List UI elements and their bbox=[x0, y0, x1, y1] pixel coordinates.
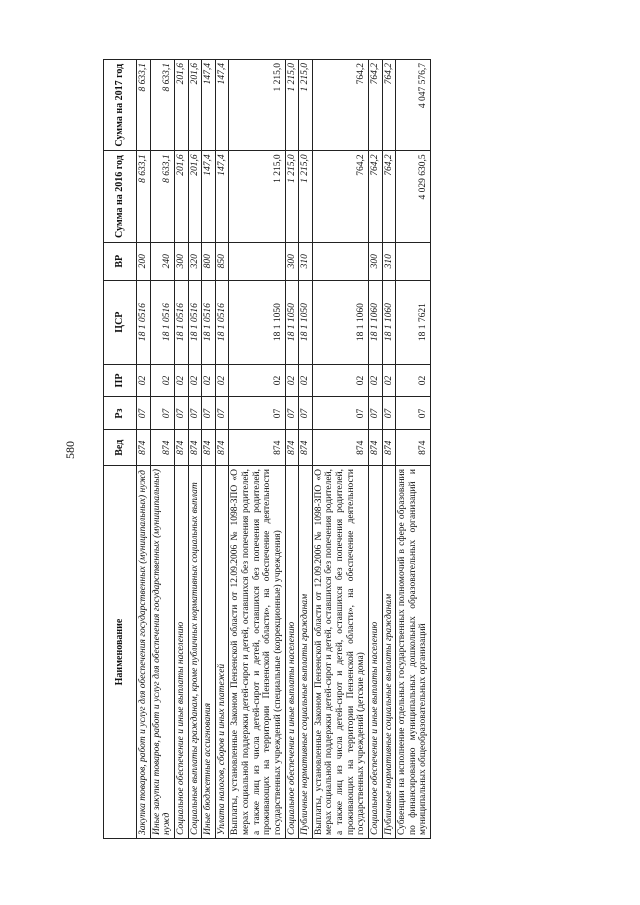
table-row bbox=[150, 60, 174, 839]
cell-sum-2017: 8 633,1 bbox=[137, 60, 151, 151]
cell-ved: 874 bbox=[285, 430, 299, 466]
cell-sum-2016: 8 633,1 bbox=[150, 151, 174, 242]
cell-sum-2017: 764,2 bbox=[312, 60, 368, 151]
cell-rz: 07 bbox=[215, 397, 229, 430]
cell-vr: 310 bbox=[299, 242, 313, 280]
cell-pr: 02 bbox=[368, 364, 382, 397]
cell-vr: 300 bbox=[368, 242, 382, 280]
table-row bbox=[188, 60, 202, 839]
header-pr: ПР bbox=[104, 364, 137, 397]
cell-sum-2016: 1 215,0 bbox=[229, 151, 285, 242]
cell-pr: 02 bbox=[396, 364, 431, 397]
cell-name: Публичные нормативные социальные выплаты гражданам bbox=[299, 466, 313, 839]
table-row bbox=[285, 60, 299, 839]
cell-vr: 310 bbox=[382, 242, 396, 280]
cell-pr: 02 bbox=[312, 364, 368, 397]
cell-sum-2017: 147,4 bbox=[215, 60, 229, 151]
cell-sum-2016: 201,6 bbox=[188, 151, 202, 242]
cell-sum-2017: 764,2 bbox=[382, 60, 396, 151]
cell-vr bbox=[229, 242, 285, 280]
cell-sum-2017: 8 633,1 bbox=[150, 60, 174, 151]
cell-csr: 18 1 1050 bbox=[285, 280, 299, 364]
header-sum-2016: Сумма на 2016 год bbox=[104, 151, 137, 242]
cell-vr: 320 bbox=[188, 242, 202, 280]
cell-rz: 07 bbox=[188, 397, 202, 430]
cell-csr: 18 1 1050 bbox=[299, 280, 313, 364]
cell-pr: 02 bbox=[285, 364, 299, 397]
cell-sum-2016: 147,4 bbox=[202, 151, 216, 242]
cell-name: Выплаты, установленные Законом Пензенской области от 12.09.2006 № 1098-ЗПО «О мерах социальной поддержки детей-сирот и детей, оставшихся без попечения родителей, а также лиц из числа детей-сирот и детей, оставшихся без попечения родителей, проживающих на территории Пензенской области», на обеспечение деятельности государственных учреждений (специальные (коррекционные) учреждения) bbox=[229, 466, 285, 839]
cell-sum-2016: 764,2 bbox=[382, 151, 396, 242]
cell-pr: 02 bbox=[215, 364, 229, 397]
cell-sum-2017: 147,4 bbox=[202, 60, 216, 151]
cell-rz: 07 bbox=[229, 397, 285, 430]
cell-rz: 07 bbox=[312, 397, 368, 430]
cell-csr: 18 1 1060 bbox=[312, 280, 368, 364]
cell-ved: 874 bbox=[312, 430, 368, 466]
table-row bbox=[137, 60, 151, 839]
cell-ved: 874 bbox=[215, 430, 229, 466]
cell-csr: 18 1 0516 bbox=[150, 280, 174, 364]
cell-name: Социальные выплаты гражданам, кроме публичных нормативных социальных выплат bbox=[188, 466, 202, 839]
cell-vr bbox=[396, 242, 431, 280]
header-rz: Рз bbox=[104, 397, 137, 430]
cell-pr: 02 bbox=[137, 364, 151, 397]
cell-name: Иные бюджетные ассигнования bbox=[202, 466, 216, 839]
cell-name: Закупка товаров, работ и услуг для обеспечения государственных (муниципальных) нужд bbox=[137, 466, 151, 839]
table-row bbox=[382, 60, 396, 839]
cell-ved: 874 bbox=[202, 430, 216, 466]
cell-sum-2016: 8 633,1 bbox=[137, 151, 151, 242]
cell-rz: 07 bbox=[150, 397, 174, 430]
cell-csr: 18 1 1050 bbox=[229, 280, 285, 364]
cell-rz: 07 bbox=[202, 397, 216, 430]
cell-name: Субвенции на исполнение отдельных государственных полномочий в сфере образования по финансированию муниципальных дошкольных образовательных организаций и муниципальных общеобразовательных организаций bbox=[396, 466, 431, 839]
cell-sum-2017: 764,2 bbox=[368, 60, 382, 151]
cell-rz: 07 bbox=[137, 397, 151, 430]
cell-pr: 02 bbox=[150, 364, 174, 397]
cell-csr: 18 1 0516 bbox=[174, 280, 188, 364]
cell-name: Публичные нормативные социальные выплаты гражданам bbox=[382, 466, 396, 839]
cell-sum-2017: 1 215,0 bbox=[299, 60, 313, 151]
table-row bbox=[396, 60, 431, 839]
cell-ved: 874 bbox=[137, 430, 151, 466]
table-row bbox=[215, 60, 229, 839]
cell-vr: 800 bbox=[202, 242, 216, 280]
header-row bbox=[104, 60, 137, 839]
cell-sum-2017: 1 215,0 bbox=[229, 60, 285, 151]
cell-csr: 18 1 0516 bbox=[188, 280, 202, 364]
cell-vr bbox=[312, 242, 368, 280]
cell-ved: 874 bbox=[229, 430, 285, 466]
table-row bbox=[368, 60, 382, 839]
cell-sum-2017: 1 215,0 bbox=[285, 60, 299, 151]
cell-ved: 874 bbox=[188, 430, 202, 466]
cell-vr: 200 bbox=[137, 242, 151, 280]
cell-ved: 874 bbox=[299, 430, 313, 466]
cell-rz: 07 bbox=[299, 397, 313, 430]
cell-pr: 02 bbox=[174, 364, 188, 397]
cell-sum-2016: 1 215,0 bbox=[299, 151, 313, 242]
cell-rz: 07 bbox=[174, 397, 188, 430]
cell-vr: 300 bbox=[174, 242, 188, 280]
cell-name: Социальное обеспечение и иные выплаты населению bbox=[174, 466, 188, 839]
cell-ved: 874 bbox=[150, 430, 174, 466]
budget-table bbox=[103, 59, 431, 839]
cell-sum-2016: 764,2 bbox=[312, 151, 368, 242]
cell-name: Уплата налогов, сборов и иных платежей bbox=[215, 466, 229, 839]
cell-csr: 18 1 7621 bbox=[396, 280, 431, 364]
cell-sum-2017: 201,6 bbox=[188, 60, 202, 151]
table-row bbox=[312, 60, 368, 839]
table-row bbox=[202, 60, 216, 839]
cell-ved: 874 bbox=[382, 430, 396, 466]
table-row bbox=[299, 60, 313, 839]
header-vr: ВР bbox=[104, 242, 137, 280]
cell-csr: 18 1 1060 bbox=[368, 280, 382, 364]
table-row bbox=[174, 60, 188, 839]
cell-vr: 300 bbox=[285, 242, 299, 280]
cell-pr: 02 bbox=[299, 364, 313, 397]
cell-csr: 18 1 0516 bbox=[215, 280, 229, 364]
table-row bbox=[229, 60, 285, 839]
header-name: Наименование bbox=[104, 466, 137, 839]
cell-pr: 02 bbox=[188, 364, 202, 397]
cell-ved: 874 bbox=[368, 430, 382, 466]
cell-vr: 240 bbox=[150, 242, 174, 280]
header-ved: Вед bbox=[104, 430, 137, 466]
cell-sum-2017: 201,6 bbox=[174, 60, 188, 151]
cell-sum-2016: 147,4 bbox=[215, 151, 229, 242]
cell-name: Выплаты, установленные Законом Пензенской области от 12.09.2006 № 1098-ЗПО «О мерах социальной поддержки детей-сирот и детей, оставшихся без попечения родителей, а также лиц из числа детей-сирот и детей, оставшихся без попечения родителей, проживающих на территории Пензенской области», на обеспечение деятельности государственных учреждений (детские дома) bbox=[312, 466, 368, 839]
cell-sum-2016: 764,2 bbox=[368, 151, 382, 242]
cell-rz: 07 bbox=[285, 397, 299, 430]
cell-csr: 18 1 1060 bbox=[382, 280, 396, 364]
header-csr: ЦСР bbox=[104, 280, 137, 364]
cell-sum-2017: 4 047 576,7 bbox=[396, 60, 431, 151]
cell-sum-2016: 201,6 bbox=[174, 151, 188, 242]
cell-csr: 18 1 0516 bbox=[137, 280, 151, 364]
cell-pr: 02 bbox=[202, 364, 216, 397]
cell-name: Социальное обеспечение и иные выплаты населению bbox=[285, 466, 299, 839]
cell-rz: 07 bbox=[368, 397, 382, 430]
cell-sum-2016: 1 215,0 bbox=[285, 151, 299, 242]
cell-rz: 07 bbox=[382, 397, 396, 430]
page-number: 580 bbox=[63, 441, 77, 459]
cell-name: Социальное обеспечение и иные выплаты населению bbox=[368, 466, 382, 839]
cell-ved: 874 bbox=[396, 430, 431, 466]
cell-pr: 02 bbox=[382, 364, 396, 397]
cell-csr: 18 1 0516 bbox=[202, 280, 216, 364]
header-sum-2017: Сумма на 2017 год bbox=[104, 60, 137, 151]
cell-sum-2016: 4 029 630,5 bbox=[396, 151, 431, 242]
rotated-page bbox=[103, 59, 575, 839]
cell-pr: 02 bbox=[229, 364, 285, 397]
cell-vr: 850 bbox=[215, 242, 229, 280]
cell-rz: 07 bbox=[396, 397, 431, 430]
cell-ved: 874 bbox=[174, 430, 188, 466]
cell-name: Иные закупки товаров, работ и услуг для обеспечения государственных (муниципальных) нужд bbox=[150, 466, 174, 839]
